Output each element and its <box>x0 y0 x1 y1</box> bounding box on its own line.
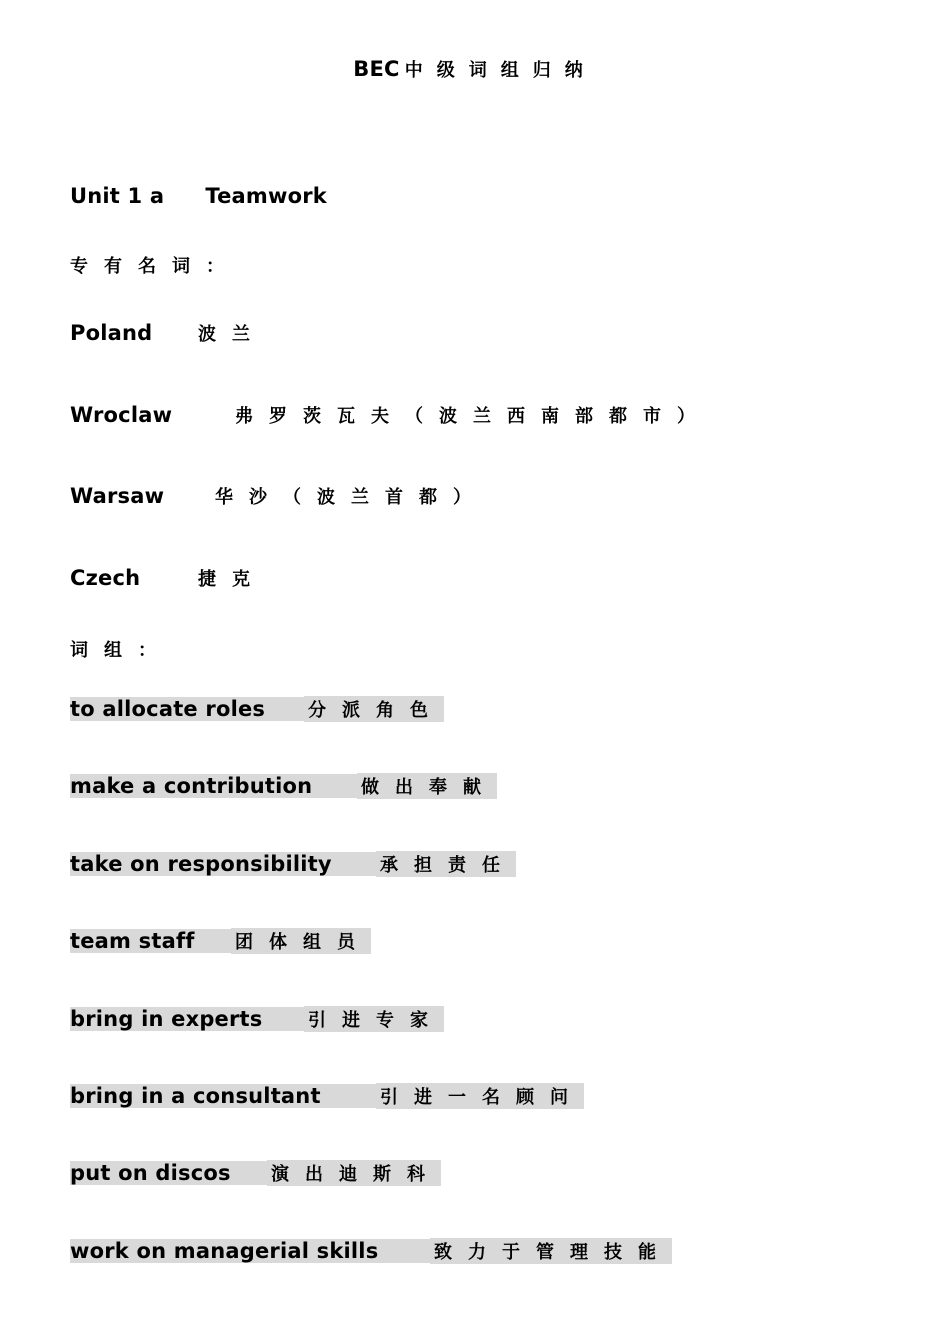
phrase-item <box>70 1006 444 1032</box>
phrase-zh: 演出迪斯科 <box>267 1160 441 1186</box>
document-title <box>0 56 950 82</box>
proper-noun-zh: 华沙（波兰首都） <box>215 487 487 508</box>
unit-heading <box>70 184 327 208</box>
phrase-item <box>70 696 444 722</box>
proper-noun-en: Poland <box>70 321 153 345</box>
proper-noun-zh: 捷克 <box>198 569 266 590</box>
phrase-zh: 分派角色 <box>304 696 444 722</box>
unit-label: Unit 1 a <box>70 184 165 208</box>
proper-noun-en: Warsaw <box>70 484 165 508</box>
phrase-en: make a contribution <box>70 774 357 798</box>
phrase-zh: 做出奉献 <box>357 773 497 799</box>
proper-noun-en: Wroclaw <box>70 403 173 427</box>
phrase-en: team staff <box>70 929 231 953</box>
phrase-item <box>70 851 516 877</box>
phrase-zh: 引进专家 <box>304 1006 444 1032</box>
phrase-zh: 团体组员 <box>231 928 371 954</box>
phrase-en: work on managerial skills <box>70 1239 430 1263</box>
proper-noun-item <box>70 565 266 591</box>
phrases-heading: 词组： <box>70 640 172 661</box>
proper-noun-item <box>70 483 487 509</box>
title-zh: 中级词组归纳 <box>404 60 597 81</box>
phrase-zh: 承担责任 <box>376 851 516 877</box>
phrase-zh: 引进一名顾问 <box>376 1083 584 1109</box>
title-en: BEC <box>353 57 400 81</box>
proper-noun-item <box>70 320 266 346</box>
proper-noun-item <box>70 402 711 428</box>
phrase-zh: 致力于管理技能 <box>430 1238 672 1264</box>
unit-topic: Teamwork <box>205 184 327 208</box>
proper-noun-zh: 波兰 <box>198 324 266 345</box>
phrase-en: take on responsibility <box>70 852 376 876</box>
phrase-en: to allocate roles <box>70 697 304 721</box>
phrase-item <box>70 928 371 954</box>
proper-nouns-heading: 专有名词： <box>70 256 240 277</box>
phrase-item <box>70 1238 672 1264</box>
phrase-en: bring in experts <box>70 1007 304 1031</box>
phrase-item <box>70 1160 441 1186</box>
phrase-en: put on discos <box>70 1161 267 1185</box>
phrase-item <box>70 773 497 799</box>
phrase-en: bring in a consultant <box>70 1084 376 1108</box>
proper-noun-zh: 弗罗茨瓦夫（波兰西南部都市） <box>235 406 711 427</box>
phrase-item <box>70 1083 584 1109</box>
proper-noun-en: Czech <box>70 566 141 590</box>
